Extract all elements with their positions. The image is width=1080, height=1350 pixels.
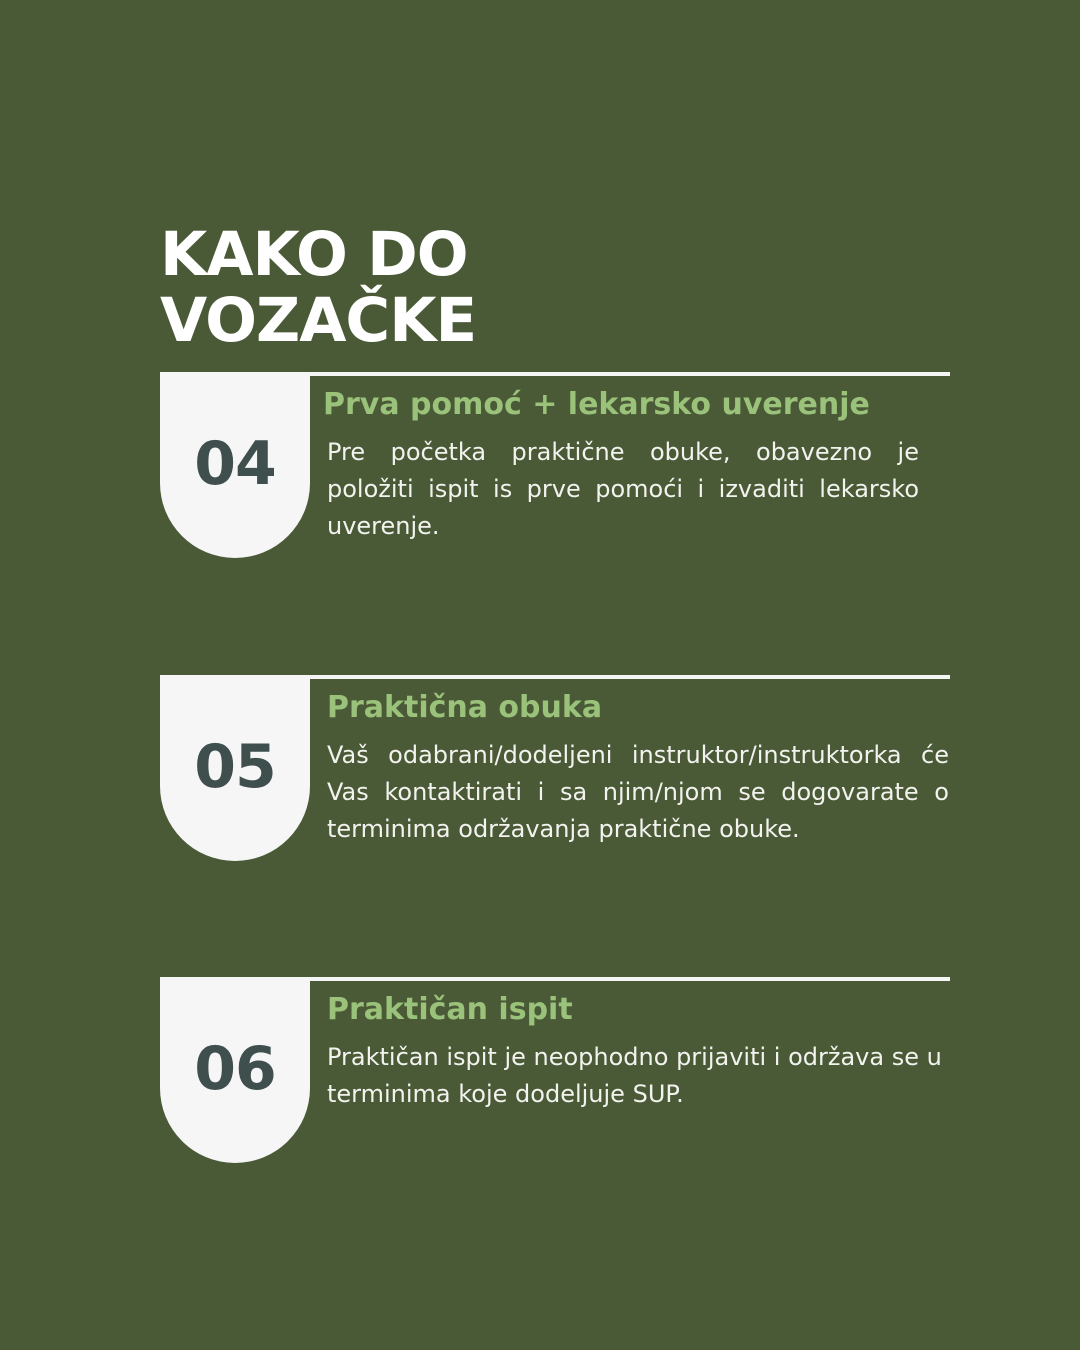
step-heading: Prva pomoć + lekarsko uverenje	[323, 387, 870, 422]
step-number: 04	[194, 429, 276, 499]
step-number-badge	[160, 977, 310, 1163]
page-title	[160, 219, 477, 356]
step-number-badge	[160, 675, 310, 861]
step-description: Praktičan ispit je neophodno prijaviti i održava se u terminima koje dodeljuje SUP.	[327, 1043, 942, 1108]
step-06	[160, 977, 950, 1167]
step-04	[160, 372, 950, 562]
step-heading: Praktičan ispit	[327, 992, 573, 1027]
step-05	[160, 675, 950, 865]
step-number-badge	[160, 372, 310, 558]
step-description: Pre početka praktične obuke, obavezno je položiti ispit is prve pomoći i izvaditi lekarsko uverenje.	[327, 438, 919, 540]
step-heading: Praktična obuka	[327, 690, 603, 725]
step-number: 05	[194, 732, 276, 802]
step-description: Vaš odabrani/dodeljeni instruktor/instruktorka će Vas kontaktirati i sa njim/njom se dogovarate o terminima održavanja praktične obuke.	[327, 741, 949, 843]
page-title-line-1: KAKO DO	[160, 219, 468, 290]
step-number: 06	[194, 1034, 276, 1104]
page-title-line-2: VOZAČKE	[160, 285, 477, 356]
